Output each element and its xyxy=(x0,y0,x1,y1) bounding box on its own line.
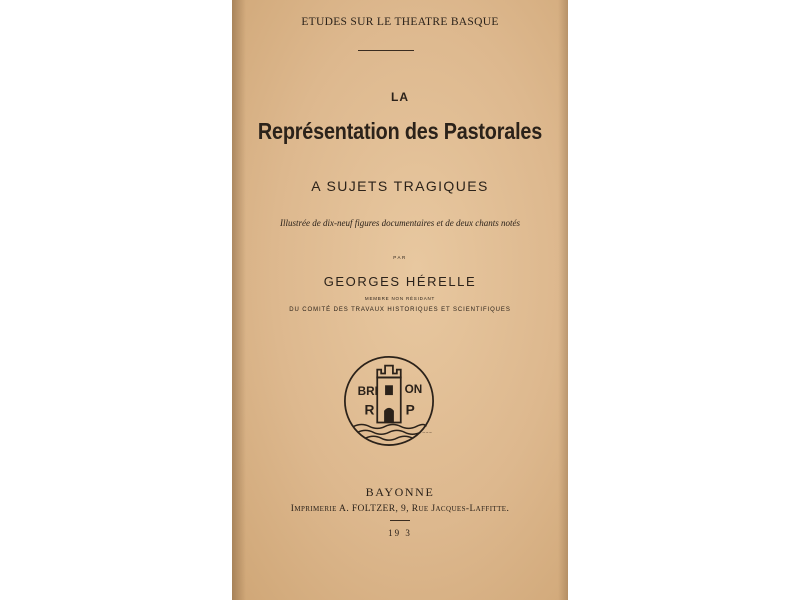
by-label: PAR xyxy=(393,255,407,260)
series-title: ETUDES SUR LE THEATRE BASQUE xyxy=(301,16,499,28)
author-committee: DU COMITÉ DES TRAVAUX HISTORIQUES ET SCIENTIFIQUES xyxy=(289,307,511,313)
publication-year: 19 3 xyxy=(388,528,412,538)
imprint-rule xyxy=(390,520,410,521)
divider-rule xyxy=(358,50,414,51)
title-article: LA xyxy=(391,90,409,104)
seal-letters-left: BRI xyxy=(357,385,378,399)
author-role: MEMBRE NON RÉSIDANT xyxy=(364,296,436,301)
author-name: GEORGES HÉRELLE xyxy=(323,274,477,289)
main-title: Représentation des Pastorales xyxy=(257,118,543,144)
subtitle: A SUJETS TRAGIQUES xyxy=(311,178,489,194)
seal-letters-right: ON xyxy=(404,383,423,397)
seal-letter-r: R xyxy=(364,402,375,418)
printer-imprint: Imprimerie A. FOLTZER, 9, Rue Jacques-Laffitte. xyxy=(290,504,510,514)
seal-letter-p: P xyxy=(405,402,415,418)
illustration-note: Illustrée de dix-neuf figures documentaires et de deux chants notés xyxy=(279,218,521,228)
publication-city: BAYONNE xyxy=(365,485,435,499)
book-title-page xyxy=(232,0,568,600)
seal-engraver-mark: ~~~ xyxy=(422,430,433,435)
